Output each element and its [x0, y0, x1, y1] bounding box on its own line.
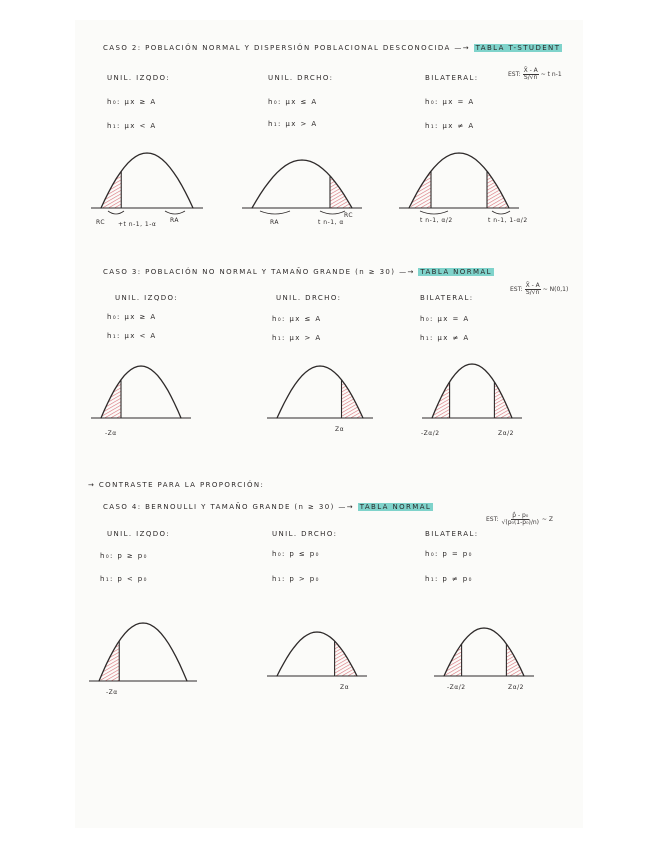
s3-c3-right-label: Zα/2	[508, 684, 524, 691]
case-4-title: CASO 4: BERNOULLI Y TAMAÑO GRANDE (n ≥ 30) —→ TABLA NORMAL	[103, 503, 432, 511]
s1-c2-right-label: RC	[344, 212, 354, 219]
s2-col3-h1: h₁: μx ≠ A	[420, 334, 470, 342]
s1-col3-h1: h₁: μx ≠ A	[425, 122, 475, 130]
s1-c1-left-rejection-region	[103, 171, 121, 208]
s1-c3-right-rejection-region	[487, 171, 507, 208]
s2-c2-right-rejection-region	[342, 380, 362, 418]
s1-c3-left-rejection-region	[411, 171, 431, 208]
s3-col3-h0: h₀: p = p₀	[425, 550, 473, 558]
case-4-title-text: CASO 4: BERNOULLI Y TAMAÑO GRANDE (n ≥ 30)	[103, 503, 335, 511]
table-normal-highlight-1: TABLA NORMAL	[420, 268, 492, 276]
table-normal-highlight-2: TABLA NORMAL	[359, 503, 432, 511]
case-2-title-text: CASO 2: POBLACIÓN NORMAL Y DISPERSIÓN POBLACIONAL DESCONOCIDA	[103, 44, 451, 52]
s2-c2-label: Zα	[335, 426, 345, 433]
s1-col1-h0: h₀: μx ≥ A	[107, 98, 157, 106]
s1-c1-left-label: RC	[96, 219, 106, 226]
s1-c1-right-label: RA	[170, 217, 180, 224]
s1-col3-title: BILATERAL:	[425, 74, 479, 82]
s2-c3-right-label: Zα/2	[498, 430, 514, 437]
s3-c3-right-rejection-region	[506, 644, 522, 676]
proportion-heading: → CONTRASTE PARA LA PROPORCIÓN:	[88, 481, 265, 489]
s1-c3-region-brace	[492, 211, 510, 214]
s2-col1-title: UNIL. IZQDO:	[115, 294, 179, 302]
s2-c3-left-label: -Zα/2	[421, 430, 440, 437]
statistic-formula-2: EST: $\frac{X̄ - A}{S/√n}$ ~ N(0,1)	[510, 282, 569, 296]
s1-col1-title: UNIL. IZQDO:	[107, 74, 171, 82]
curve-layer	[89, 153, 534, 681]
s1-col2-h1: h₁: μx > A	[268, 120, 318, 128]
s3-c2-label: Zα	[340, 684, 350, 691]
s3-col1-h0: h₀: p ≥ p₀	[100, 552, 148, 560]
s2-col1-h1: h₁: μx < A	[107, 332, 157, 340]
s1-col2-title: UNIL. DRCHO:	[268, 74, 334, 82]
s3-col2-h0: h₀: p ≤ p₀	[272, 550, 320, 558]
s2-col1-h0: h₀: μx ≥ A	[107, 313, 157, 321]
s1-c2-region-brace	[320, 211, 345, 214]
s3-c2-right-rejection-region	[335, 641, 356, 676]
case-3-title-text: CASO 3: POBLACIÓN NO NORMAL Y TAMAÑO GRANDE (n ≥ 30)	[103, 268, 396, 276]
statistic-formula-1: EST: $\frac{X̄ - A}{S/√n}$ ~ t n-1	[508, 67, 562, 81]
s3-col1-title: UNIL. IZQDO:	[107, 530, 171, 538]
s1-c1-region-brace	[165, 211, 185, 214]
s1-c3-left-label: t n-1, α/2	[420, 217, 453, 224]
s1-col2-h0: h₀: μx ≤ A	[268, 98, 318, 106]
s1-c2-region-brace	[260, 211, 290, 214]
s3-col3-title: BILATERAL:	[425, 530, 479, 538]
case-3-title: CASO 3: POBLACIÓN NO NORMAL Y TAMAÑO GRANDE (n ≥ 30) —→ TABLA NORMAL	[103, 268, 492, 276]
s2-col2-h0: h₀: μx ≤ A	[272, 315, 322, 323]
s1-c2-right-rejection-region	[330, 176, 350, 208]
s3-col2-h1: h₁: p > p₀	[272, 575, 320, 583]
s2-c1-label: -Zα	[105, 430, 117, 437]
s1-col1-h1: h₁: μx < A	[107, 122, 157, 130]
s1-col3-h0: h₀: μx = A	[425, 98, 475, 106]
s1-c1-crit-label: +t n-1, 1-α	[118, 221, 157, 228]
s3-c1-left-rejection-region	[101, 641, 119, 681]
s1-c2-left-label: RA	[270, 219, 280, 226]
s2-c3-left-rejection-region	[434, 382, 450, 418]
s3-c3-left-rejection-region	[446, 644, 462, 676]
case-2-title: CASO 2: POBLACIÓN NORMAL Y DISPERSIÓN POBLACIONAL DESCONOCIDA —→ TABLA T-STUDENT	[103, 44, 561, 52]
s1-c3-region-brace	[420, 211, 448, 214]
statistic-formula-3: EST: $\frac{\text{p̂ - p₀}}{\text{√(p₀(1-p₀)/n)}}$ ~ Z	[486, 512, 553, 526]
s2-c1-left-rejection-region	[103, 380, 121, 418]
s3-col2-title: UNIL. DRCHO:	[272, 530, 338, 538]
s2-col3-title: BILATERAL:	[420, 294, 474, 302]
s2-col3-h0: h₀: μx = A	[420, 315, 470, 323]
table-t-student-highlight: TABLA T-STUDENT	[475, 44, 561, 52]
s1-c2-crit-label: t n-1, α	[318, 219, 344, 226]
s2-col2-title: UNIL. DRCHO:	[276, 294, 342, 302]
s3-c3-left-label: -Zα/2	[447, 684, 466, 691]
s1-c3-right-label: t n-1, 1-α/2	[488, 217, 528, 224]
s3-col1-h1: h₁: p < p₀	[100, 575, 148, 583]
s2-col2-h1: h₁: μx > A	[272, 334, 322, 342]
s3-c1-label: -Zα	[106, 689, 118, 696]
s3-col3-h1: h₁: p ≠ p₀	[425, 575, 473, 583]
s2-c3-right-rejection-region	[494, 382, 510, 418]
s1-c1-region-brace	[108, 211, 124, 214]
